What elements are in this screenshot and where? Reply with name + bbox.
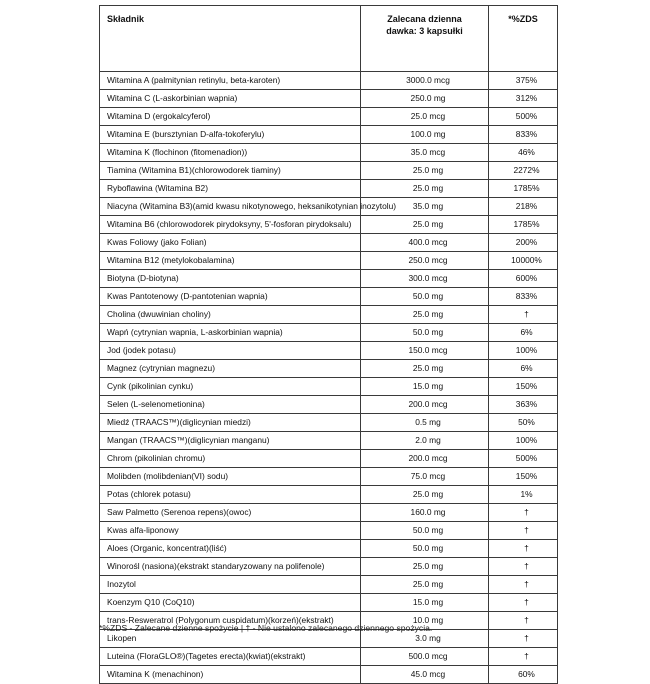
percent-rda-cell: 500%	[489, 450, 558, 468]
dose-cell: 150.0 mcg	[361, 342, 489, 360]
ingredient-cell: Molibden (molibdenian(VI) sodu)	[100, 468, 361, 486]
table-row	[100, 324, 558, 342]
percent-rda-cell: 150%	[489, 468, 558, 486]
table-row	[100, 432, 558, 450]
dose-cell: 25.0 mg	[361, 576, 489, 594]
percent-rda-cell: 200%	[489, 234, 558, 252]
table-row	[100, 540, 558, 558]
percent-rda-cell: 100%	[489, 342, 558, 360]
table-row	[100, 198, 558, 216]
dose-cell: 400.0 mcg	[361, 234, 489, 252]
dose-cell: 25.0 mcg	[361, 108, 489, 126]
ingredient-cell: Kwas Pantotenowy (D-pantotenian wapnia)	[100, 288, 361, 306]
ingredient-cell: Witamina K (menachinon)	[100, 666, 361, 684]
dose-cell: 100.0 mg	[361, 126, 489, 144]
supplement-table	[99, 5, 558, 684]
dose-cell: 3.0 mg	[361, 630, 489, 648]
percent-rda-cell: 833%	[489, 126, 558, 144]
table-row	[100, 594, 558, 612]
ingredient-cell: Saw Palmetto (Serenoa repens)(owoc)	[100, 504, 361, 522]
ingredient-cell: Luteina (FloraGLO®)(Tagetes erecta)(kwiat)(ekstrakt)	[100, 648, 361, 666]
ingredient-cell: Biotyna (D-biotyna)	[100, 270, 361, 288]
percent-rda-cell: †	[489, 522, 558, 540]
table-row	[100, 144, 558, 162]
dose-cell: 50.0 mg	[361, 540, 489, 558]
table-row	[100, 72, 558, 90]
header-ingredient: Składnik	[100, 6, 361, 72]
dose-cell: 75.0 mcg	[361, 468, 489, 486]
table-row	[100, 504, 558, 522]
table-row	[100, 576, 558, 594]
ingredient-cell: Witamina B12 (metylokobalamina)	[100, 252, 361, 270]
footnote: *%ZDS - Zalecane dzienne spożycie | † - Nie ustalono zalecanego dziennego spożycia.	[99, 623, 433, 633]
table-row	[100, 378, 558, 396]
table-row	[100, 558, 558, 576]
table-row	[100, 288, 558, 306]
table-row	[100, 108, 558, 126]
percent-rda-cell: †	[489, 630, 558, 648]
table-row	[100, 342, 558, 360]
table-row	[100, 360, 558, 378]
percent-rda-cell: 50%	[489, 414, 558, 432]
dose-cell: 250.0 mg	[361, 90, 489, 108]
dose-cell: 200.0 mcg	[361, 396, 489, 414]
percent-rda-cell: 1785%	[489, 180, 558, 198]
percent-rda-cell: 46%	[489, 144, 558, 162]
dose-cell: 45.0 mcg	[361, 666, 489, 684]
table-row	[100, 666, 558, 684]
percent-rda-cell: †	[489, 504, 558, 522]
table-row	[100, 414, 558, 432]
table-row	[100, 306, 558, 324]
table-row	[100, 270, 558, 288]
table-row	[100, 234, 558, 252]
percent-rda-cell: 1785%	[489, 216, 558, 234]
ingredient-cell: Magnez (cytrynian magnezu)	[100, 360, 361, 378]
ingredient-cell: Cholina (dwuwinian choliny)	[100, 306, 361, 324]
ingredient-cell: Ryboflawina (Witamina B2)	[100, 180, 361, 198]
table-header-row	[100, 6, 558, 72]
percent-rda-cell: 2272%	[489, 162, 558, 180]
dose-cell: 25.0 mg	[361, 486, 489, 504]
table-row	[100, 486, 558, 504]
table-body	[100, 72, 558, 684]
dose-cell: 250.0 mcg	[361, 252, 489, 270]
ingredient-cell: Niacyna (Witamina B3)(amid kwasu nikotynowego, heksanikotynian inozytolu)	[100, 198, 361, 216]
dose-cell: 15.0 mg	[361, 594, 489, 612]
header-daily-dose	[361, 6, 489, 72]
percent-rda-cell: †	[489, 648, 558, 666]
dose-cell: 10.0 mg	[361, 612, 489, 630]
dose-cell: 160.0 mg	[361, 504, 489, 522]
ingredient-cell: Likopen	[100, 630, 361, 648]
dose-cell: 35.0 mcg	[361, 144, 489, 162]
ingredient-cell: Winorośl (nasiona)(ekstrakt standaryzowany na polifenole)	[100, 558, 361, 576]
percent-rda-cell: 600%	[489, 270, 558, 288]
table-row	[100, 90, 558, 108]
dose-cell: 300.0 mcg	[361, 270, 489, 288]
ingredient-cell: Witamina D (ergokalcyferol)	[100, 108, 361, 126]
percent-rda-cell: 100%	[489, 432, 558, 450]
ingredient-cell: Chrom (pikolinian chromu)	[100, 450, 361, 468]
ingredient-cell: Witamina E (bursztynian D-alfa-tokoferylu)	[100, 126, 361, 144]
percent-rda-cell: †	[489, 576, 558, 594]
dose-cell: 200.0 mcg	[361, 450, 489, 468]
ingredient-cell: Witamina C (L-askorbinian wapnia)	[100, 90, 361, 108]
percent-rda-cell: 6%	[489, 360, 558, 378]
table-row	[100, 522, 558, 540]
ingredient-cell: Mangan (TRAACS™)(diglicynian manganu)	[100, 432, 361, 450]
header-percent-rda: *%ZDS	[489, 6, 558, 72]
percent-rda-cell: 150%	[489, 378, 558, 396]
ingredient-cell: Wapń (cytrynian wapnia, L-askorbinian wapnia)	[100, 324, 361, 342]
dose-cell: 2.0 mg	[361, 432, 489, 450]
percent-rda-cell: †	[489, 558, 558, 576]
percent-rda-cell: †	[489, 540, 558, 558]
ingredient-cell: Selen (L-selenometionina)	[100, 396, 361, 414]
dose-cell: 25.0 mg	[361, 360, 489, 378]
ingredient-cell: Cynk (pikolinian cynku)	[100, 378, 361, 396]
table-row	[100, 126, 558, 144]
ingredient-cell: trans-Resweratrol (Polygonum cuspidatum)(korzeń)(ekstrakt)	[100, 612, 361, 630]
dose-cell: 25.0 mg	[361, 180, 489, 198]
ingredient-cell: Miedź (TRAACS™)(diglicynian miedzi)	[100, 414, 361, 432]
percent-rda-cell: †	[489, 594, 558, 612]
ingredient-cell: Kwas alfa-liponowy	[100, 522, 361, 540]
ingredient-cell: Witamina A (palmitynian retinylu, beta-karoten)	[100, 72, 361, 90]
dose-cell: 50.0 mg	[361, 522, 489, 540]
table-row	[100, 162, 558, 180]
percent-rda-cell: 312%	[489, 90, 558, 108]
percent-rda-cell: 10000%	[489, 252, 558, 270]
table-row	[100, 396, 558, 414]
dose-cell: 50.0 mg	[361, 288, 489, 306]
dose-cell: 35.0 mg	[361, 198, 489, 216]
dose-cell: 3000.0 mcg	[361, 72, 489, 90]
percent-rda-cell: 500%	[489, 108, 558, 126]
table-row	[100, 216, 558, 234]
dose-cell: 50.0 mg	[361, 324, 489, 342]
table-row	[100, 648, 558, 666]
ingredient-cell: Witamina B6 (chlorowodorek pirydoksyny, 5'-fosforan pirydoksalu)	[100, 216, 361, 234]
percent-rda-cell: 375%	[489, 72, 558, 90]
percent-rda-cell: †	[489, 612, 558, 630]
ingredient-cell: Tiamina (Witamina B1)(chlorowodorek tiaminy)	[100, 162, 361, 180]
ingredient-cell: Koenzym Q10 (CoQ10)	[100, 594, 361, 612]
table-row	[100, 252, 558, 270]
dose-cell: 500.0 mcg	[361, 648, 489, 666]
dose-cell: 0.5 mg	[361, 414, 489, 432]
ingredient-cell: Inozytol	[100, 576, 361, 594]
dose-cell: 25.0 mg	[361, 306, 489, 324]
ingredient-cell: Aloes (Organic, koncentrat)(liść)	[100, 540, 361, 558]
ingredient-cell: Potas (chlorek potasu)	[100, 486, 361, 504]
dose-cell: 15.0 mg	[361, 378, 489, 396]
percent-rda-cell: 60%	[489, 666, 558, 684]
table-row	[100, 468, 558, 486]
percent-rda-cell: 363%	[489, 396, 558, 414]
percent-rda-cell: 1%	[489, 486, 558, 504]
percent-rda-cell: †	[489, 306, 558, 324]
ingredient-cell: Jod (jodek potasu)	[100, 342, 361, 360]
percent-rda-cell: 218%	[489, 198, 558, 216]
dose-cell: 25.0 mg	[361, 216, 489, 234]
dose-cell: 25.0 mg	[361, 162, 489, 180]
ingredient-cell: Kwas Foliowy (jako Folian)	[100, 234, 361, 252]
percent-rda-cell: 833%	[489, 288, 558, 306]
table-row	[100, 180, 558, 198]
table-row	[100, 450, 558, 468]
dose-cell: 25.0 mg	[361, 558, 489, 576]
percent-rda-cell: 6%	[489, 324, 558, 342]
header-daily-dose-text: Zalecana dzienna dawka: 3 kapsułki	[386, 14, 463, 36]
ingredient-cell: Witamina K (flochinon (fitomenadion))	[100, 144, 361, 162]
